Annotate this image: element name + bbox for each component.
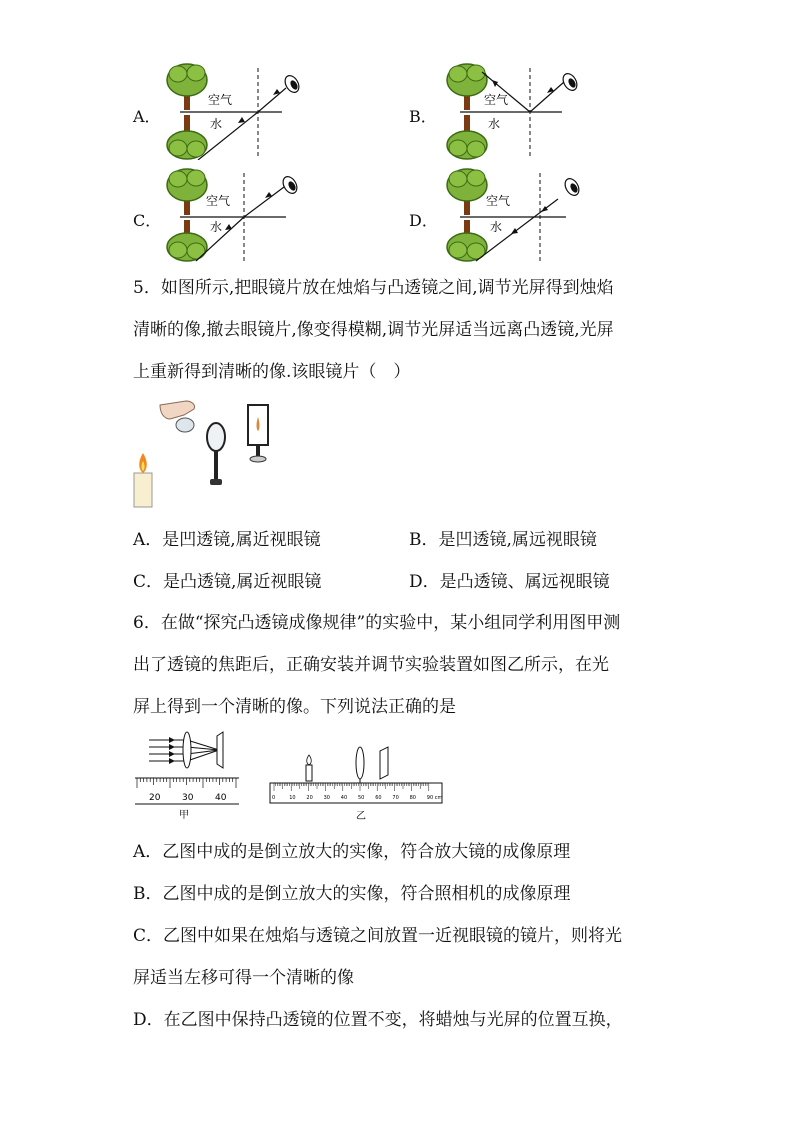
eye-icon [562,176,581,198]
q6-option-b: B．乙图中成的是倒立放大的实像，符合照相机的成像原理 [133,884,571,904]
q6-line-3: 屏上得到一个清晰的像。下列说法正确的是 [133,697,456,717]
air-label: 空气 [486,194,511,208]
q5-option-a: A．是凹透镜,属近视眼镜 [133,530,321,550]
option-b-figure [440,60,590,160]
yi-tick-label: 20 [306,795,313,801]
air-label: 空气 [208,93,233,107]
candle-icon [134,453,152,507]
q6-line-2: 出了透镜的焦距后，正确安装并调节实验装置如图乙所示，在光 [133,655,609,675]
eye-icon [560,71,579,93]
air-label: 空气 [206,194,231,208]
water-label: 水 [490,220,503,234]
water-label: 水 [210,220,223,234]
q6-option-c-line-1: C．乙图中如果在烛焰与透镜之间放置一近视眼镜的镜片，则将光 [133,926,623,946]
eye-icon [282,73,301,95]
yi-tick-label: 50 [358,795,365,801]
convex-lens-icon [183,732,191,768]
jia-tick-label: 20 [149,793,161,803]
q6-option-a: A．乙图中成的是倒立放大的实像，符合放大镜的成像原理 [133,842,571,862]
yi-tick-label: 70 [392,795,399,801]
q6-figure-yi [268,735,448,825]
water-label: 水 [488,117,501,131]
yi-tick-label: 40 [340,795,348,801]
q5-option-d: D．是凸透镜、属远视眼镜 [409,572,610,592]
tree-icon [447,169,487,261]
q5-line-1: 5．如图所示,把眼镜片放在烛焰与凸透镜之间,调节光屏得到烛焰 [133,278,614,298]
air-label: 空气 [484,93,509,107]
jia-tick-label: 30 [182,793,194,803]
q5-option-c: C．是凸透镜,属近视眼镜 [133,572,322,592]
screen-icon [217,732,223,768]
yi-tick-label: 30 [323,795,330,801]
yi-tick-label: 80 [409,795,416,801]
convex-lens-icon [207,423,225,485]
q6-option-c-line-2: 屏适当左移可得一个清晰的像 [133,968,354,988]
option-c-letter: C． [133,211,162,230]
screen-icon [380,747,388,779]
q6-figure-jia [135,730,245,820]
option-d-figure [440,165,590,265]
option-a-letter: A． [133,107,161,126]
option-c-figure [160,165,310,265]
screen-icon [248,405,268,462]
hand-icon [160,401,195,419]
jia-tick-label: 40 [215,793,227,803]
convex-lens-icon [356,747,364,779]
q5-line-3: 上重新得到清晰的像.该眼镜片（ ） [133,362,411,382]
tree-icon [167,169,207,261]
option-a-figure [160,60,310,160]
eyeglass-lens-icon [176,418,194,432]
option-d-letter: D． [409,211,438,230]
water-label: 水 [210,117,223,131]
yi-tick-label: 90 cm [426,795,443,801]
figure-caption-yi: 乙 [356,811,366,822]
optical-bench-ruler [270,783,442,803]
option-b-letter: B． [409,107,437,126]
candle-icon [306,755,312,781]
figure-caption-jia: 甲 [179,810,189,820]
yi-tick-label: 60 [375,795,382,801]
eye-icon [280,174,299,196]
q6-line-1: 6．在做“探究凸透镜成像规律”的实验中，某小组同学利用图甲测 [133,613,621,633]
q5-line-2: 清晰的像,撤去眼镜片,像变得模糊,调节光屏适当远离凸透镜,光屏 [133,320,614,340]
q6-option-d: D．在乙图中保持凸透镜的位置不变，将蜡烛与光屏的位置互换， [133,1010,623,1030]
q5-option-b: B．是凹透镜,属远视眼镜 [409,530,597,550]
yi-tick-label: 10 [289,795,296,801]
q5-figure [130,395,280,515]
yi-tick-label: 0 [272,795,276,801]
